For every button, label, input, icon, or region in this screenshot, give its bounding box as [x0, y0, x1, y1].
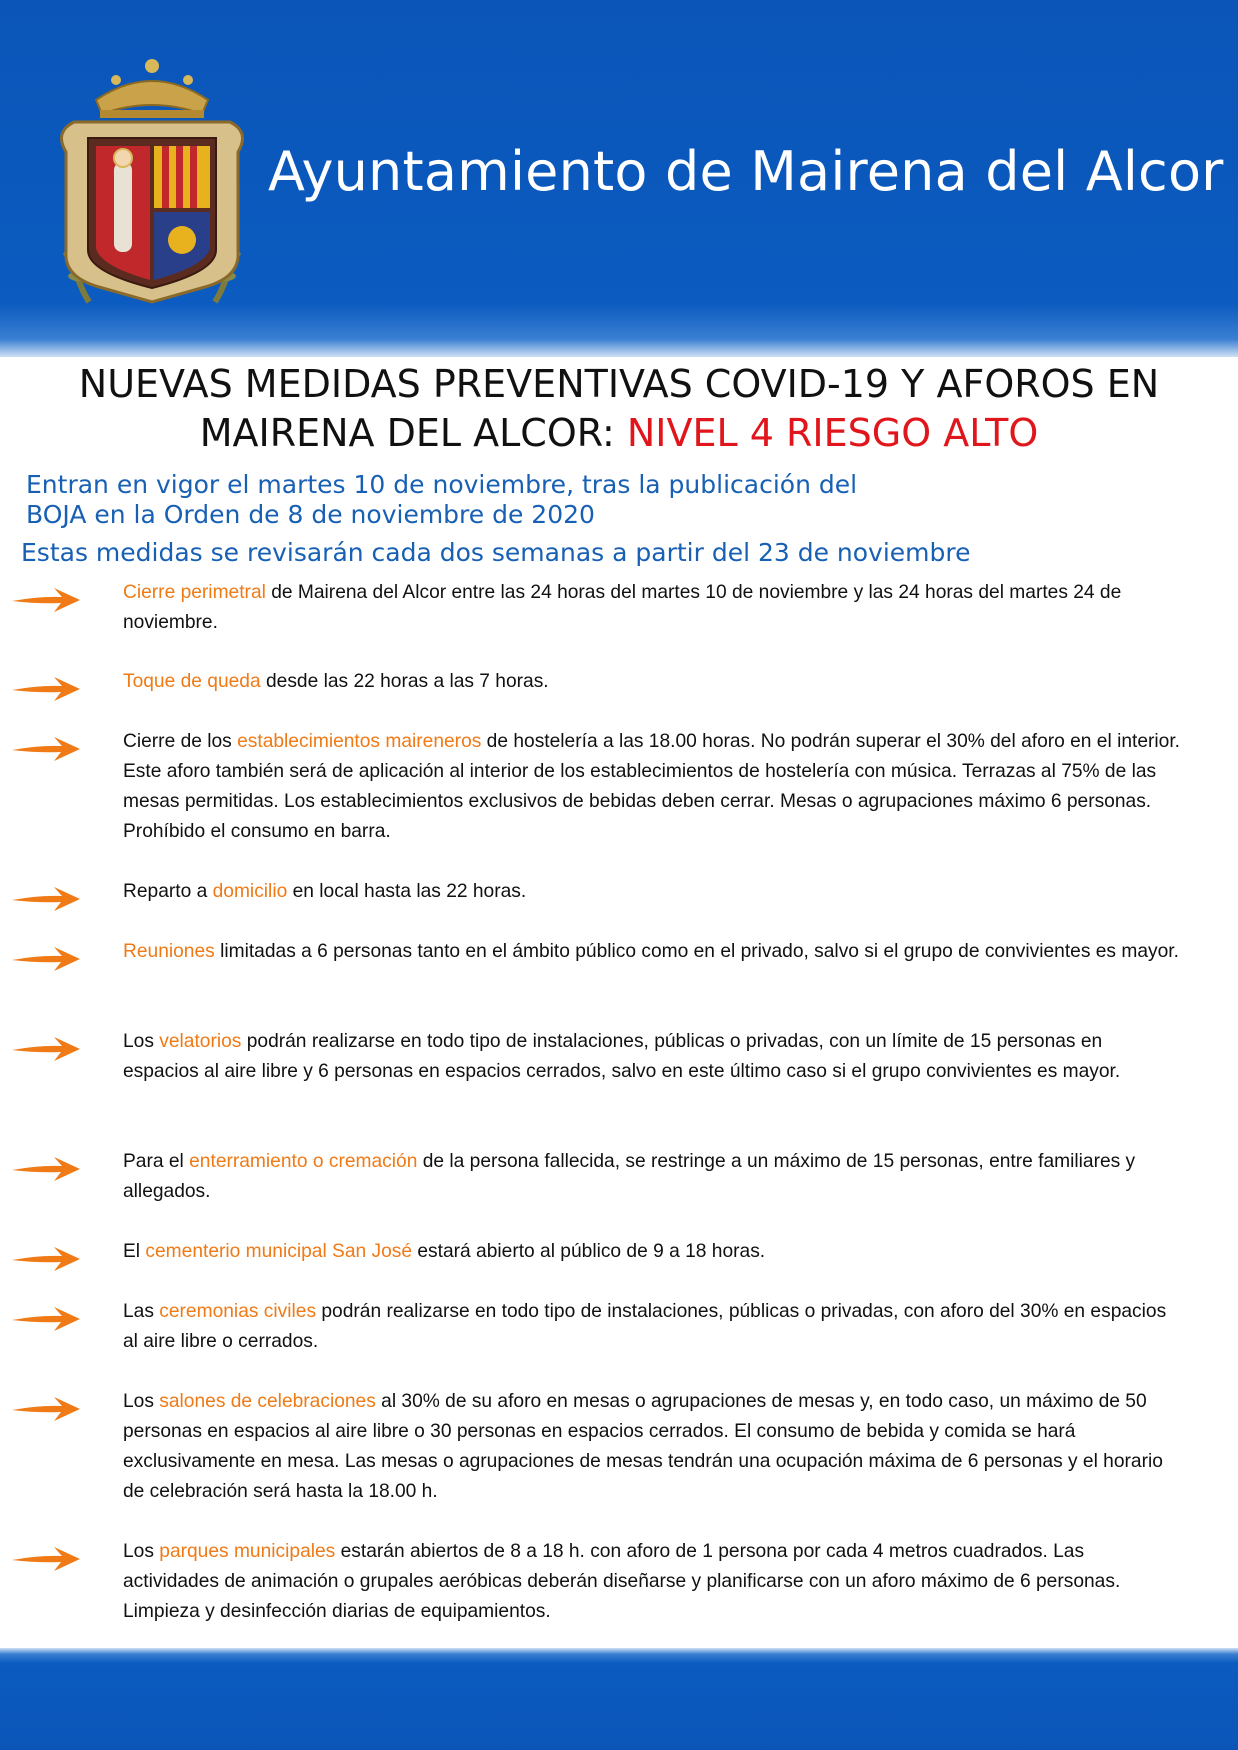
measure-text: El cementerio municipal San José estará abierto al público de 9 a 18 horas. [123, 1241, 766, 1262]
effective-date-subtitle [26, 470, 926, 530]
measure-keyword: domicilio [212, 881, 288, 902]
municipal-coat-of-arms-icon [44, 52, 260, 312]
measure-text: Los velatorios podrán realizarse en todo tipo de instalaciones, públicas o privadas, con un límite de 15 personas en espacios al aire libre y 6 personas en espacios cerrados, salvo en este último caso si el grupo convivientes es mayor. [123, 1031, 1121, 1082]
arrow-bullet-icon [10, 673, 82, 703]
measure-text: Las ceremonias civiles podrán realizarse en todo tipo de instalaciones, públicas o privadas, con aforo del 30% en espacios al aire libre o cerrados. [123, 1301, 1167, 1352]
measure-keyword: Reuniones [123, 941, 215, 962]
title-line-2 [0, 409, 1238, 458]
measure-text: Reparto a domicilio en local hasta las 22 horas. [123, 881, 527, 902]
title-line-2-prefix: MAIRENA DEL ALCOR: [199, 411, 627, 455]
measure-keyword: ceremonias civiles [159, 1301, 317, 1322]
title-line-1: NUEVAS MEDIDAS PREVENTIVAS COVID-19 Y AFOROS EN [78, 362, 1160, 406]
measure-text: Cierre perimetral de Mairena del Alcor entre las 24 horas del martes 10 de noviembre y las 24 horas del martes 24 de noviembre. [123, 582, 1122, 633]
footer-banner [0, 1648, 1238, 1750]
measure-text: Los parques municipales estarán abiertos de 8 a 18 h. con aforo de 1 persona por cada 4 metros cuadrados. Las actividades de animación o grupales aeróbicas deberán diseñarse y planificarse con un aforo máximo de 6 personas. Limpieza y desinfección diarias de equipamientos. [123, 1541, 1121, 1622]
arrow-bullet-icon [10, 1153, 82, 1183]
arrow-bullet-icon [10, 733, 82, 763]
measure-text: Reuniones limitadas a 6 personas tanto en el ámbito público como en el privado, salvo si el grupo de convivientes es mayor. [123, 941, 1179, 962]
measure-keyword: parques municipales [159, 1541, 336, 1562]
measure-keyword: salones de celebraciones [159, 1391, 376, 1412]
measure-text: Cierre de los establecimientos maireneros de hostelería a las 18.00 horas. No podrán superar el 30% del aforo en el interior. Este aforo también será de aplicación al interior de los establecimientos de hostelería con música. Terrazas al 75% de las mesas permitidas. Los establecimientos exclusivos de bebidas deben cerrar. Mesas o agrupaciones máximo 6 personas. Prohíbido el consumo en barra. [123, 731, 1180, 842]
measure-keyword: cementerio municipal San José [145, 1241, 413, 1262]
arrow-bullet-icon [10, 1303, 82, 1333]
municipality-title: Ayuntamiento de Mairena del Alcor [268, 140, 1224, 203]
review-schedule-subtitle: Estas medidas se revisarán cada dos semanas a partir del 23 de noviembre [21, 538, 971, 567]
arrow-bullet-icon [10, 1543, 82, 1573]
measure-keyword: Toque de queda [123, 671, 261, 692]
measure-text: Los salones de celebraciones al 30% de su aforo en mesas o agrupaciones de mesas y, en todo caso, un máximo de 50 personas en espacios al aire libre o 30 personas en espacios cerrados. El consumo de bebida y comida se hará exclusivamente en mesa. Las mesas o agrupaciones de mesas tendrán una ocupación máxima de 6 personas y el horario de celebración será hasta la 18.00 h. [123, 1391, 1163, 1502]
subtitle-line-2: BOJA en la Orden de 8 de noviembre de 2020 [26, 500, 595, 529]
risk-level-highlight: NIVEL 4 RIESGO ALTO [626, 411, 1039, 455]
arrow-bullet-icon [10, 1393, 82, 1423]
measure-keyword: Cierre perimetral [123, 582, 266, 603]
page-title [0, 360, 1238, 458]
measure-keyword: velatorios [159, 1031, 242, 1052]
measure-keyword: establecimientos maireneros [237, 731, 482, 752]
arrow-bullet-icon [10, 1243, 82, 1273]
arrow-bullet-icon [10, 584, 82, 614]
measure-text: Toque de queda desde las 22 horas a las 7 horas. [123, 671, 549, 692]
header-banner [0, 0, 1238, 357]
arrow-bullet-icon [10, 883, 82, 913]
arrow-bullet-icon [10, 943, 82, 973]
measure-keyword: enterramiento o cremación [189, 1151, 418, 1172]
subtitle-line-1: Entran en vigor el martes 10 de noviembre, tras la publicación del [26, 470, 858, 499]
arrow-bullet-icon [10, 1033, 82, 1063]
measure-text: Para el enterramiento o cremación de la persona fallecida, se restringe a un máximo de 15 personas, entre familiares y allegados. [123, 1151, 1136, 1202]
